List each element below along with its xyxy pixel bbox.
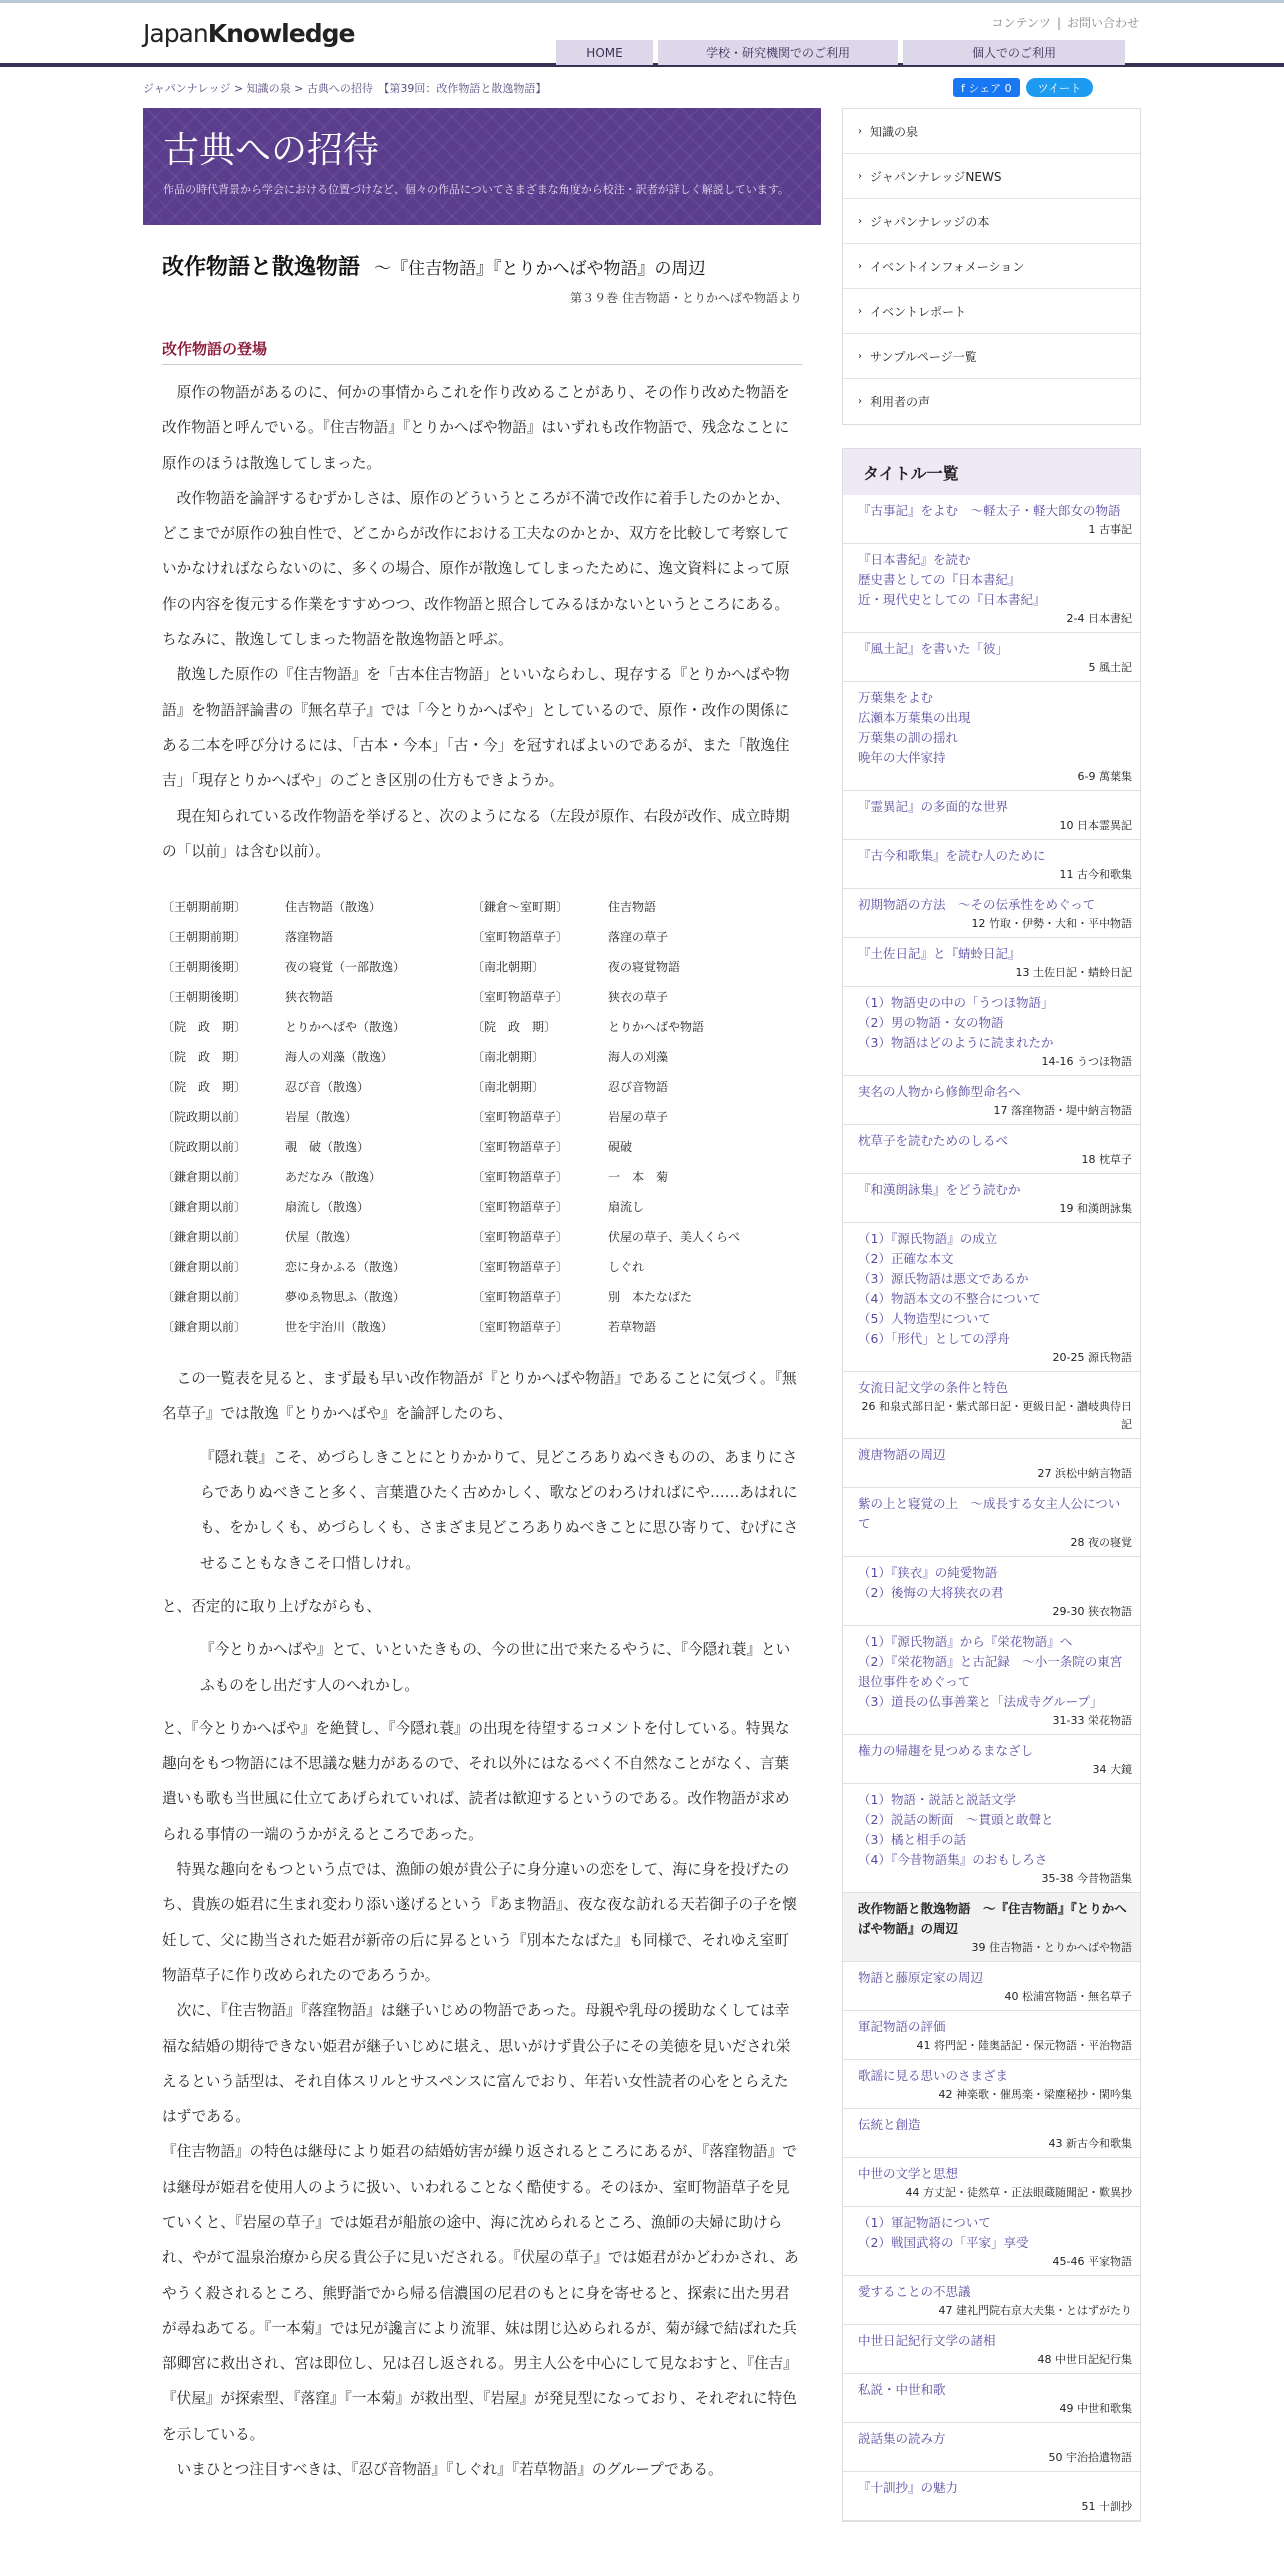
works-cell: 〔室町物語草子〕 [472,1139,569,1154]
works-row [162,1221,802,1251]
works-cell: とりかへばや（散逸） [285,1019,406,1034]
works-cell: 〔鎌倉期以前〕 [162,1229,247,1244]
quote: 『今とりかへばや』とて、いといたきもの、今の世に出で来たるやうに、『今隠れ蓑』といふものをし出だす人のへれかし。 [200,1641,791,1694]
works-cell: 〔室町物語草子〕 [472,1109,569,1124]
title-link[interactable]: 『古今和歌集』を読む人のために [858,848,1046,863]
works-cell: 〔室町物語草子〕 [472,1289,569,1304]
chevron-right-icon: › [858,396,862,407]
volume-label: 10 日本霊異記 [1059,819,1132,832]
nav-home[interactable]: HOME [556,40,653,65]
title-link[interactable]: 渡唐物語の周辺 [858,1447,946,1462]
title-link[interactable]: 『霊異記』の多面的な世界 [858,799,1009,814]
title-list-heading: タイトル一覧 [843,449,1140,495]
title-list-entry [843,2374,1140,2423]
title-list-entry [843,1557,1140,1626]
works-cell: 〔鎌倉期以前〕 [162,1259,247,1274]
title-list-entry [843,1784,1140,1893]
volume-label: 41 将門記・陸奥話記・保元物語・平治物語 [916,2039,1132,2052]
title-link[interactable]: （1）『狭衣』の純愛物語 [858,1565,998,1580]
title-link[interactable]: （3）道長の仏事善業と「法成寺グループ」 [858,1694,1103,1709]
volume-label: 49 中世和歌集 [1059,2402,1132,2415]
works-cell: 岩屋の草子 [608,1109,669,1124]
sidebar-menu-item[interactable] [843,244,1140,289]
works-cell: 忍び音（散逸） [285,1079,370,1094]
sidebar-menu-label: イベントインフォメーション [870,259,1025,274]
volume-label: 12 竹取・伊勢・大和・平中物語 [971,917,1132,930]
share-buttons [953,78,1093,97]
works-cell: とりかへばや物語 [608,1019,705,1034]
chevron-right-icon: › [858,125,862,137]
title-link[interactable]: 晩年の大伴家持 [858,750,946,765]
works-cell: 海人の刈藻 [608,1049,669,1064]
sidebar-menu-label: 知識の泉 [870,124,919,139]
volume-label: 34 大鏡 [1092,1763,1132,1776]
title-link[interactable]: （1）物語史の中の「うつほ物語」 [858,995,1054,1010]
volume-label: 26 和泉式部日記・紫式部日記・更級日記・讃岐典侍日記 [861,1400,1132,1431]
contact-link[interactable]: お問い合わせ [1066,16,1139,30]
title-link[interactable]: 女流日記文学の条件と特色 [858,1380,1009,1395]
works-cell: 夢ゆゑ物思ふ（散逸） [285,1289,406,1304]
sidebar-menu-item[interactable] [843,289,1140,334]
title-list-entry [843,1893,1140,1962]
works-cell: 〔南北朝期〕 [472,1049,545,1064]
article [162,240,802,2487]
title-link[interactable]: 『十訓抄』の魅力 [858,2480,959,2495]
title-link[interactable]: 軍記物語の評価 [858,2019,946,2034]
title-link[interactable]: 『風土記』を書いた「彼」 [858,641,1009,656]
works-row [162,981,802,1011]
tweet-button[interactable]: ツイート [1026,78,1093,97]
title-list-entry [843,633,1140,682]
chevron-right-icon: › [858,260,862,272]
title-list-entry [843,2276,1140,2325]
sidebar-menu-item[interactable] [843,334,1140,379]
title-link[interactable]: 『日本書紀』を読む [858,552,971,567]
banner-title: 古典への招待 [163,130,380,171]
paragraph: 次に、『住吉物語』『落窪物語』は継子いじめの物語であった。母親や乳母の援助なくしては幸福な結婚の期待できない姫君が継子いじめに堪え、思いがけず貴公子にその美徳を見いだされ栄えるという話型は、それ自体スリルとサスペンスに富んでおり、年若い女性読者の心をとらえたはずである。 [162,2002,791,2126]
title-list-items [843,495,1140,2521]
works-cell: 夜の寝覚（一部散逸） [285,959,406,974]
title-link[interactable]: （2）後悔の大将狭衣の君 [858,1585,1004,1600]
works-cell: 〔室町物語草子〕 [472,1169,569,1184]
title-list-entry [843,2109,1140,2158]
works-cell: 落窪物語 [285,929,334,944]
works-cell: 忍び音物語 [608,1079,669,1094]
title-list-entry [843,1735,1140,1784]
title-link[interactable]: 紫の上と寝覚の上 ～成長する女主人公について [858,1496,1121,1531]
title-list-entry [843,938,1140,987]
breadcrumb[interactable]: ジャパンナレッジ > 知識の泉 > 古典への招待 【第39回：改作物語と散逸物語】 [143,82,547,95]
volume-label: 17 落窪物語・堤中納言物語 [993,1104,1132,1117]
utility-links [989,14,1142,31]
facebook-share-button[interactable]: f シェア 0 [953,78,1020,97]
title-list-entry [843,2472,1140,2521]
works-cell: 硯破 [608,1139,633,1154]
title-list-entry [843,682,1140,791]
works-cell: 住吉物語 [608,899,657,914]
chevron-right-icon: › [858,350,862,362]
works-cell: 岩屋（散逸） [285,1109,358,1124]
paragraph: この一覧表を見ると、まず最も早い改作物語が『とりかへばや物語』であることに気づく。『無名草子』では散逸『とりかへばや』を論評したのち、 [162,1370,797,1423]
sidebar-menu-item[interactable] [843,109,1140,154]
logo-text-b: Knowledge [207,19,355,48]
works-cell: 〔院 政 期〕 [472,1019,557,1034]
works-cell: 〔室町物語草子〕 [472,1229,569,1244]
chevron-right-icon: › [858,305,862,317]
title-link[interactable]: （1）軍記物語について [858,2215,991,2230]
paragraph: いまひとつ注目すべきは、『忍び音物語』『しぐれ』『若草物語』のグループである。 [176,2461,723,2479]
works-cell: 〔王朝期後期〕 [162,989,247,1004]
works-cell: 〔院 政 期〕 [162,1079,247,1094]
volume-label: 35-38 今昔物語集 [1041,1872,1132,1885]
title-list-entry [843,2060,1140,2109]
title-link[interactable]: 物語と藤原定家の周辺 [858,1970,984,1985]
paragraph: 現在知られている改作物語を挙げると、次のようになる（左段が原作、右段が改作、成立時期の「以前」は含む以前）。 [162,807,790,860]
volume-label: 42 神楽歌・催馬楽・梁塵秘抄・閑吟集 [938,2088,1132,2101]
volume-label: 18 枕草子 [1081,1153,1132,1166]
works-cell: 住吉物語（散逸） [285,899,382,914]
title-link[interactable]: 私説・中世和歌 [858,2382,946,2397]
title-link[interactable]: 説話集の読み方 [858,2431,946,2446]
link-separator: | [1056,16,1061,30]
title-list-entry [843,2011,1140,2060]
sidebar [842,108,1141,2522]
volume-label: 14-16 うつほ物語 [1041,1055,1132,1068]
works-cell: 〔南北朝期〕 [472,959,545,974]
paragraph: 原作の物語があるのに、何かの事情からこれを作り改めることがあり、その作り改めた物語を改作物語と呼んでいる。『住吉物語』『とりかへばや物語』はいずれも改作物語で、残念なことに原作のほうは散逸してしまった。 [162,384,790,472]
volume-label: 11 古今和歌集 [1059,868,1132,881]
works-cell: 〔鎌倉～室町期〕 [472,899,569,914]
sidebar-menu-label: イベントレポート [870,304,967,319]
title-link[interactable]: 万葉集をよむ [858,690,934,705]
chevron-right-icon: › [858,215,862,227]
works-cell: しぐれ [608,1259,645,1274]
works-cell: 〔院 政 期〕 [162,1049,247,1064]
title-list-entry [843,1626,1140,1735]
title-list-entry [843,1076,1140,1125]
works-cell: 狭衣の草子 [608,989,669,1004]
title-list-entry [843,1962,1140,2011]
title-list-entry [843,2423,1140,2472]
works-cell: 伏屋（散逸） [285,1229,358,1244]
site-header [0,3,1284,67]
title-link[interactable]: 権力の帰趨を見つめるまなざし [858,1743,1034,1758]
works-row [162,1071,802,1101]
title-link[interactable]: 『古事記』をよむ ～軽太子・軽大郎女の物語 [858,503,1121,518]
title-list-entry [843,889,1140,938]
works-row [162,1131,802,1161]
title-link[interactable]: 近・現代史としての『日本書紀』 [858,592,1046,607]
works-cell: 〔室町物語草子〕 [472,989,569,1004]
contents-link[interactable]: コンテンツ [991,16,1051,30]
title-link[interactable]: （1）物語・説話と説話文学 [858,1792,1016,1807]
works-cell: 〔王朝期後期〕 [162,959,247,974]
title-link[interactable]: （2）戦国武将の「平家」享受 [858,2235,1029,2250]
works-cell: 夜の寝覚物語 [608,959,681,974]
title-list-entry [843,1488,1140,1557]
volume-label: 44 方丈記・徒然草・正法眼蔵随聞記・歎異抄 [905,2186,1132,2199]
sidebar-menu-item[interactable] [843,154,1140,199]
article-title-main: 改作物語と散逸物語 [162,255,361,280]
works-cell: 世を宇治川（散逸） [285,1319,394,1334]
title-link[interactable]: 中世の文学と思想 [858,2166,959,2181]
paragraph: と、『今とりかへばや』を絶賛し、『今隠れ蓑』の出現を待望するコメントを付している。特異な趣向をもつ物語には不思議な魅力があるので、それ以外にはなるべく不自然なことがなく、言葉遣いも歌も当世風に仕立てあげられていれば、読者は歓迎するというのである。改作物語が求められる事情の一端のうかがえるところであった。 [162,1719,790,1843]
works-row [162,1101,802,1131]
title-list-entry [843,2207,1140,2276]
paragraph: 散逸した原作の『住吉物語』を「古本住吉物語」といいならわし、現存する『とりかへばや物語』を物語評論書の『無名草子』では「今とりかへばや」としているので、原作・改作の関係にある二本を呼び分けるには、「古本・今本」「古・今」を冠すればよいのであるが、また「散逸住吉」「現存とりかへばや」のごとき区別の仕方もできようか。 [162,666,790,790]
works-cell: 扇流し（散逸） [285,1199,370,1214]
works-row [162,891,802,921]
nav-institution[interactable]: 学校・研究機関でのご利用 [658,40,898,65]
works-cell: 〔院政期以前〕 [162,1139,247,1154]
volume-label: 28 夜の寝覚 [1070,1536,1132,1549]
volume-label: 13 土佐日記・蜻蛉日記 [1015,966,1132,979]
volume-label: 1 古事記 [1088,523,1132,536]
article-subtitle: ～『住吉物語』『とりかへばや物語』の周辺 [374,259,706,279]
title-link[interactable]: 愛することの不思議 [858,2284,971,2299]
title-link[interactable]: 『和漢朗詠集』をどう読むか [858,1182,1021,1197]
works-row [162,1011,802,1041]
title-list-entry [843,2158,1140,2207]
title-link[interactable]: （3）源氏物語は悪文であるか [858,1271,1029,1286]
works-row [162,1041,802,1071]
volume-label: 47 建礼門院右京大夫集・とはずがたり [938,2304,1132,2317]
title-link[interactable]: 歴史書としての『日本書紀』 [858,572,1021,587]
title-link[interactable]: 『土佐日記』と『蜻蛉日記』 [858,946,1021,961]
volume-label: 2-4 日本書紀 [1066,612,1132,625]
title-list-entry [843,1223,1140,1372]
sidebar-menu-label: ジャパンナレッジの本 [870,214,990,229]
sidebar-menu [842,108,1141,425]
title-link[interactable]: 改作物語と散逸物語 ～『住吉物語』『とりかへばや物語』の周辺 [858,1901,1127,1936]
volume-label: 39 住吉物語・とりかへばや物語 [971,1941,1132,1954]
section-banner [143,108,821,225]
title-link[interactable]: 初期物語の方法 ～その伝承性をめぐって [858,897,1096,912]
title-link[interactable]: （4）『今昔物語集』のおもしろさ [858,1852,1048,1867]
works-cell: 恋に身かふる（散逸） [285,1259,406,1274]
sidebar-menu-item[interactable] [843,379,1140,424]
title-link[interactable]: （2）男の物語・女の物語 [858,1015,1004,1030]
works-cell: 若草物語 [608,1319,657,1334]
works-row [162,1251,802,1281]
volume-label: 31-33 栄花物語 [1052,1714,1132,1727]
works-cell: 〔鎌倉期以前〕 [162,1169,247,1184]
works-cell: 〔鎌倉期以前〕 [162,1199,247,1214]
works-row [162,1281,802,1311]
works-list [162,891,802,1341]
sidebar-menu-label: サンプルページ一覧 [870,349,977,364]
works-cell: 〔室町物語草子〕 [472,1199,569,1214]
quote: 『隠れ蓑』こそ、めづらしきことにとりかかりて、見どころありぬべきものの、あまりにさらでありぬべきこと多く、言葉遣ひたく古めかしく、歌などのわろければにや……あはれにも、をかしくも、めづらしくも、さまざま見どころありぬべきことに思ひ寄りて、むげにさせることもなきこそ口惜しけれ。 [200,1448,799,1572]
works-cell: 〔院 政 期〕 [162,1019,247,1034]
paragraph: と、否定的に取り上げながらも、 [162,1597,381,1615]
volume-label: 6-9 萬葉集 [1077,770,1132,783]
volume-label: 43 新古今和歌集 [1048,2137,1132,2150]
title-list-entry [843,1439,1140,1488]
title-link[interactable]: （5）人物造型について [858,1311,991,1326]
paragraph: 改作物語を論評するむずかしさは、原作のどういうところが不満で改作に着手したのかとか、どこまでが原作の独自性で、どこからが改作における工夫なのかとか、双方を比較して考察していかなければならないのに、多くの場合、原作が散逸してしまったために、逸文資料によって原作の内容を復元する作業をすすめつつ、改作物語と照合してみるほかないというところにある。ちなみに、散逸してしまった物語を散逸物語と呼ぶ。 [162,489,790,649]
works-cell: 〔南北朝期〕 [472,1079,545,1094]
title-list-entry [843,840,1140,889]
sidebar-menu-item[interactable] [843,199,1140,244]
title-link[interactable]: （2）説話の断面 ～貫頭と敢聲と [858,1812,1054,1827]
title-link[interactable]: （3）物語はどのように読まれたか [858,1035,1054,1050]
title-link[interactable]: （2）『栄花物語』と古記録 ～小一条院の東宮退位事件をめぐって [858,1654,1123,1689]
title-link[interactable]: 万葉集の訓の揺れ [858,730,959,745]
volume-label: 50 宇治拾遺物語 [1048,2451,1132,2464]
volume-label: 40 松浦宮物語・無名草子 [1004,1990,1132,2003]
title-link[interactable]: （2）正確な本文 [858,1251,954,1266]
works-cell: 〔室町物語草子〕 [472,1319,569,1334]
works-cell: 覗 破（散逸） [285,1139,370,1154]
works-cell: 伏屋の草子、美人くらべ [608,1229,741,1244]
title-link[interactable]: 枕草子を読むためのしるべ [858,1133,1009,1148]
works-cell: 〔王朝期前期〕 [162,899,247,914]
sidebar-menu-label: 利用者の声 [870,395,931,409]
title-link[interactable]: （6）「形代」としての浮舟 [858,1331,1010,1346]
works-cell: 〔鎌倉期以前〕 [162,1289,247,1304]
works-cell: 〔室町物語草子〕 [472,1259,569,1274]
volume-label: 51 十訓抄 [1081,2500,1132,2513]
title-list-entry [843,1372,1140,1439]
main-nav [556,40,1130,65]
volume-label: 27 浜松中納言物語 [1037,1467,1132,1480]
works-cell: 〔室町物語草子〕 [472,929,569,944]
works-cell: 一 本 菊 [608,1169,669,1184]
title-list [842,448,1141,2522]
works-row [162,1191,802,1221]
works-cell: あだなみ（散逸） [285,1169,382,1184]
logo-text-a: Japan [143,19,208,48]
title-list-entry [843,1174,1140,1223]
title-link[interactable]: （1）『源氏物語』の成立 [858,1231,998,1246]
works-row [162,921,802,951]
volume-label: 20-25 源氏物語 [1052,1351,1132,1364]
works-cell: 〔院政期以前〕 [162,1109,247,1124]
works-cell: 落窪の草子 [608,929,669,944]
title-link[interactable]: （4）物語本文の不整合について [858,1291,1041,1306]
works-cell: 別 本たなばた [608,1289,693,1304]
volume-label: 5 風土記 [1088,661,1132,674]
works-row [162,1311,802,1341]
volume-label: 29-30 狭衣物語 [1052,1605,1132,1618]
paragraph: 『住吉物語』の特色は継母により姫君の結婚妨害が繰り返されるところにあるが、『落窪物語』では継母が姫君を使用人のように扱い、いわれることなく酷使する。そのほか、室町物語草子を見ていくと、『岩屋の草子』では姫君が船旅の途中、海に沈められるところ、漁師の夫婦に助けられ、やがて温泉治療から戻る貴公子に見いだされる。『伏屋の草子』では姫君がかどわかされ、あやうく殺されるところ、熊野詣でから帰る信濃国の尼君のもとに身を寄せると、探索に出た男君が尋ねあてる。『一本菊』では兄が讒言により流罪、妹は閉じ込められるが、菊が縁で結ばれた兵部卿宮に救出され、宮は即位し、兄は召し返される。男主人公を中心にして見なおすと、『住吉』『伏屋』が探索型、『落窪』『一本菊』が救出型、『岩屋』が発見型になっており、それぞれに特色を示している。 [162,2143,799,2443]
article-title [162,250,802,281]
volume-label: 45-46 平家物語 [1052,2255,1132,2268]
works-cell: 海人の刈藻（散逸） [285,1049,394,1064]
title-link[interactable]: 伝統と創造 [858,2117,921,2132]
title-list-entry [843,987,1140,1076]
title-list-entry [843,2325,1140,2374]
section-heading: 改作物語の登場 [162,338,802,365]
title-list-entry [843,495,1140,544]
title-link[interactable]: （3）橘と相手の話 [858,1832,966,1847]
works-row [162,951,802,981]
nav-personal[interactable]: 個人でのご利用 [903,40,1125,65]
works-cell: 狭衣物語 [285,989,334,1004]
works-row [162,1161,802,1191]
title-link[interactable]: 中世日記紀行文学の諸相 [858,2333,996,2348]
paragraph: 特異な趣向をもつという点では、漁師の娘が貴公子に身分違いの恋をして、海に身を投げたのち、貴族の姫君に生まれ変わり添い遂げるという『あま物語』、夜な夜な訪れる天若御子の子を懐妊して、父に勘当された姫君が新帝の后に昇るという『別本たなばた』も同様で、それゆえ室町物語草子に作り改められたのであろうか。 [162,1861,797,1984]
works-cell: 扇流し [608,1199,645,1214]
volume-label: 19 和漢朗詠集 [1059,1202,1132,1215]
title-link[interactable]: 歌謡に見る思いのさまざま [858,2068,1009,2083]
title-link[interactable]: 広瀬本万葉集の出現 [858,710,971,725]
title-list-entry [843,791,1140,840]
chevron-right-icon: › [858,170,862,182]
sidebar-menu-label: ジャパンナレッジNEWS [870,169,1002,184]
title-link[interactable]: 実名の人物から修飾型命名へ [858,1084,1021,1099]
title-list-entry [843,1125,1140,1174]
article-volume: 第３９巻 住吉物語・とりかへばや物語より [570,291,802,305]
title-link[interactable]: （1）『源氏物語』から『栄花物語』へ [858,1634,1073,1649]
volume-label: 48 中世日記紀行集 [1037,2353,1132,2366]
works-cell: 〔王朝期前期〕 [162,929,247,944]
works-cell: 〔鎌倉期以前〕 [162,1319,247,1334]
title-list-entry [843,544,1140,633]
japanknowledge-logo[interactable] [143,19,354,48]
banner-description: 作品の時代背景から学会における位置づけなど、個々の作品についてさまざまな角度から校注・訳者が詳しく解説しています。 [163,183,789,196]
